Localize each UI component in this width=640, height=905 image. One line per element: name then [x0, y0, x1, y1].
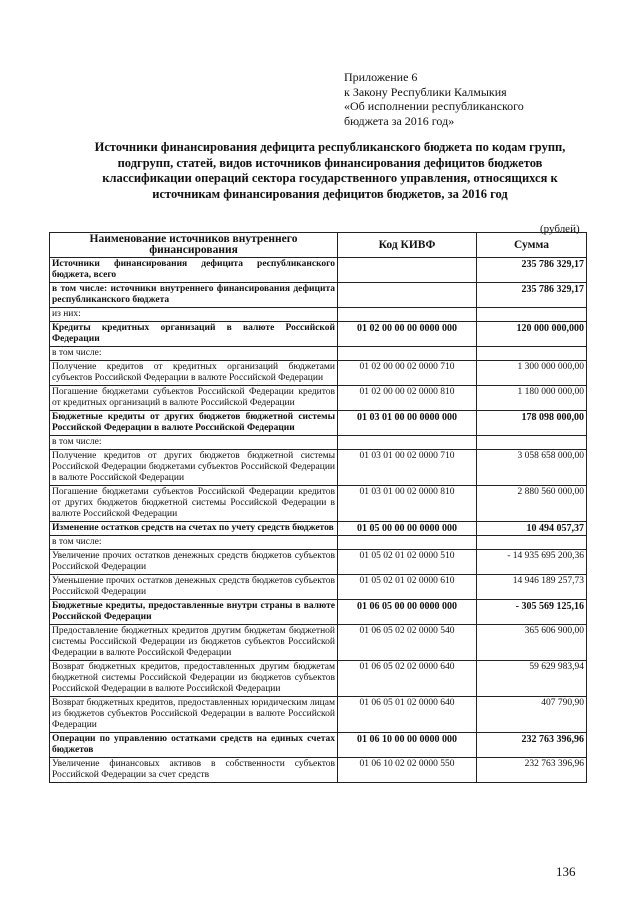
- cell-amount: 3 058 658 000,00: [477, 450, 587, 486]
- cell-amount: 59 629 983,94: [477, 661, 587, 697]
- cell-amount: 178 098 000,00: [477, 411, 587, 436]
- title-line: Источники финансирования дефицита республиканского бюджета по кодам групп,: [94, 140, 566, 154]
- cell-code: [338, 308, 477, 322]
- cell-amount: [477, 436, 587, 450]
- cell-amount: 2 880 560 000,00: [477, 486, 587, 522]
- table-header-row: [50, 233, 587, 258]
- cell-code: [338, 436, 477, 450]
- table-row: [50, 733, 587, 758]
- cell-code: [338, 258, 477, 283]
- cell-name: Операции по управлению остатками средств на единых счетах бюджетов: [50, 733, 338, 758]
- table-row: [50, 625, 587, 661]
- table-row: [50, 347, 587, 361]
- appendix-line: Приложение 6: [344, 70, 418, 84]
- cell-name: в том числе:: [50, 536, 338, 550]
- cell-code: 01 06 05 02 02 0000 540: [338, 625, 477, 661]
- cell-amount: 1 180 000 000,00: [477, 386, 587, 411]
- header-code: Код КИВФ: [338, 233, 477, 258]
- cell-name: Получение кредитов от других бюджетов бюджетной системы Российской Федерации бюджетами субъектов Российской Федерации в валюте Российской Федерации: [50, 450, 338, 486]
- cell-amount: - 14 935 695 200,36: [477, 550, 587, 575]
- page-number: 136: [556, 864, 576, 879]
- cell-name: в том числе:: [50, 347, 338, 361]
- cell-name: Бюджетные кредиты, предоставленные внутри страны в валюте Российской Федерации: [50, 600, 338, 625]
- cell-amount: 235 786 329,17: [477, 258, 587, 283]
- cell-name: Изменение остатков средств на счетах по учету средств бюджетов: [50, 522, 338, 536]
- cell-amount: 232 763 396,96: [477, 758, 587, 783]
- table-body: [50, 258, 587, 783]
- table-row: [50, 361, 587, 386]
- table-row: [50, 386, 587, 411]
- table-row: [50, 283, 587, 308]
- cell-name: Возврат бюджетных кредитов, предоставленных юридическим лицам из бюджетов субъектов Российской Федерации в валюте Российской Федерации: [50, 697, 338, 733]
- header-name: Наименование источников внутреннего финансирования: [50, 233, 338, 258]
- title-line: подгрупп, статей, видов источников финансирования дефицитов бюджетов: [117, 155, 543, 170]
- table-row: [50, 322, 587, 347]
- cell-name: Получение кредитов от кредитных организаций бюджетами субъектов Российской Федерации в валюте Российской Федерации: [50, 361, 338, 386]
- cell-code: 01 05 00 00 00 0000 000: [338, 522, 477, 536]
- cell-name: Возврат бюджетных кредитов, предоставленных другим бюджетам бюджетной системы Российской Федерации из бюджетов субъектов Российской Федерации в валюте Российской Федерации: [50, 661, 338, 697]
- cell-code: 01 06 05 01 02 0000 640: [338, 697, 477, 733]
- header-amount: Сумма: [477, 233, 587, 258]
- cell-name: Предоставление бюджетных кредитов другим бюджетам бюджетной системы Российской Федерации из бюджетов субъектов Российской Федерации в валюте Российской Федерации: [50, 625, 338, 661]
- cell-code: 01 02 00 00 02 0000 810: [338, 386, 477, 411]
- cell-code: [338, 536, 477, 550]
- table-row: [50, 536, 587, 550]
- cell-code: 01 03 01 00 00 0000 000: [338, 411, 477, 436]
- cell-amount: [477, 308, 587, 322]
- cell-name: в том числе: источники внутреннего финансирования дефицита республиканского бюджета: [50, 283, 338, 308]
- cell-code: 01 06 10 02 02 0000 550: [338, 758, 477, 783]
- cell-code: 01 03 01 00 02 0000 710: [338, 450, 477, 486]
- cell-name: Увеличение финансовых активов в собственности субъектов Российской Федерации за счет средств: [50, 758, 338, 783]
- table-row: [50, 575, 587, 600]
- cell-amount: 1 300 000 000,00: [477, 361, 587, 386]
- appendix-line: бюджета за 2016 год»: [344, 113, 455, 128]
- cell-code: 01 03 01 00 02 0000 810: [338, 486, 477, 522]
- cell-name: в том числе:: [50, 436, 338, 450]
- table-row: [50, 486, 587, 522]
- table-row: [50, 522, 587, 536]
- cell-amount: 232 763 396,96: [477, 733, 587, 758]
- cell-code: 01 06 05 02 02 0000 640: [338, 661, 477, 697]
- unit-label: (рублей): [540, 223, 580, 235]
- cell-name: из них:: [50, 308, 338, 322]
- cell-amount: 235 786 329,17: [477, 283, 587, 308]
- cell-amount: 365 606 900,00: [477, 625, 587, 661]
- cell-code: [338, 283, 477, 308]
- table-row: [50, 758, 587, 783]
- cell-code: 01 02 00 00 02 0000 710: [338, 361, 477, 386]
- cell-name: Увеличение прочих остатков денежных средств бюджетов субъектов Российской Федерации: [50, 550, 338, 575]
- cell-amount: [477, 536, 587, 550]
- cell-name: Уменьшение прочих остатков денежных средств бюджетов субъектов Российской Федерации: [50, 575, 338, 600]
- table-row: [50, 697, 587, 733]
- appendix-line: к Закону Республики Калмыкия: [344, 84, 507, 99]
- cell-name: Погашение бюджетами субъектов Российской Федерации кредитов от других бюджетов бюджетной системы Российской Федерации в валюте Российской Федерации: [50, 486, 338, 522]
- table-row: [50, 308, 587, 322]
- document-title: [70, 140, 590, 202]
- cell-code: 01 05 02 01 02 0000 510: [338, 550, 477, 575]
- cell-code: 01 06 05 00 00 0000 000: [338, 600, 477, 625]
- cell-code: [338, 347, 477, 361]
- cell-amount: [477, 347, 587, 361]
- table-row: [50, 258, 587, 283]
- cell-code: 01 06 10 00 00 0000 000: [338, 733, 477, 758]
- cell-amount: - 305 569 125,16: [477, 600, 587, 625]
- cell-code: 01 02 00 00 00 0000 000: [338, 322, 477, 347]
- cell-name: Источники финансирования дефицита республиканского бюджета, всего: [50, 258, 338, 283]
- table-row: [50, 411, 587, 436]
- cell-name: Бюджетные кредиты от других бюджетов бюджетной системы Российской Федерации в валюте Российской Федерации: [50, 411, 338, 436]
- cell-name: Погашение бюджетами субъектов Российской Федерации кредитов от кредитных организаций в валюте Российской Федерации: [50, 386, 338, 411]
- appendix-note: [344, 70, 604, 128]
- appendix-line: «Об исполнении республиканского: [344, 99, 524, 113]
- cell-code: 01 05 02 01 02 0000 610: [338, 575, 477, 600]
- table-row: [50, 450, 587, 486]
- title-line: источникам финансирования дефицитов бюджетов, за 2016 год: [152, 186, 508, 201]
- cell-amount: 407 790,90: [477, 697, 587, 733]
- sources-table: [49, 232, 587, 783]
- table-row: [50, 436, 587, 450]
- cell-name: Кредиты кредитных организаций в валюте Российской Федерации: [50, 322, 338, 347]
- table-row: [50, 550, 587, 575]
- cell-amount: 120 000 000,000: [477, 322, 587, 347]
- title-line: классификации операций сектора государственного управления, относящихся к: [102, 171, 558, 185]
- table-row: [50, 661, 587, 697]
- cell-amount: 14 946 189 257,73: [477, 575, 587, 600]
- cell-amount: 10 494 057,37: [477, 522, 587, 536]
- table-row: [50, 600, 587, 625]
